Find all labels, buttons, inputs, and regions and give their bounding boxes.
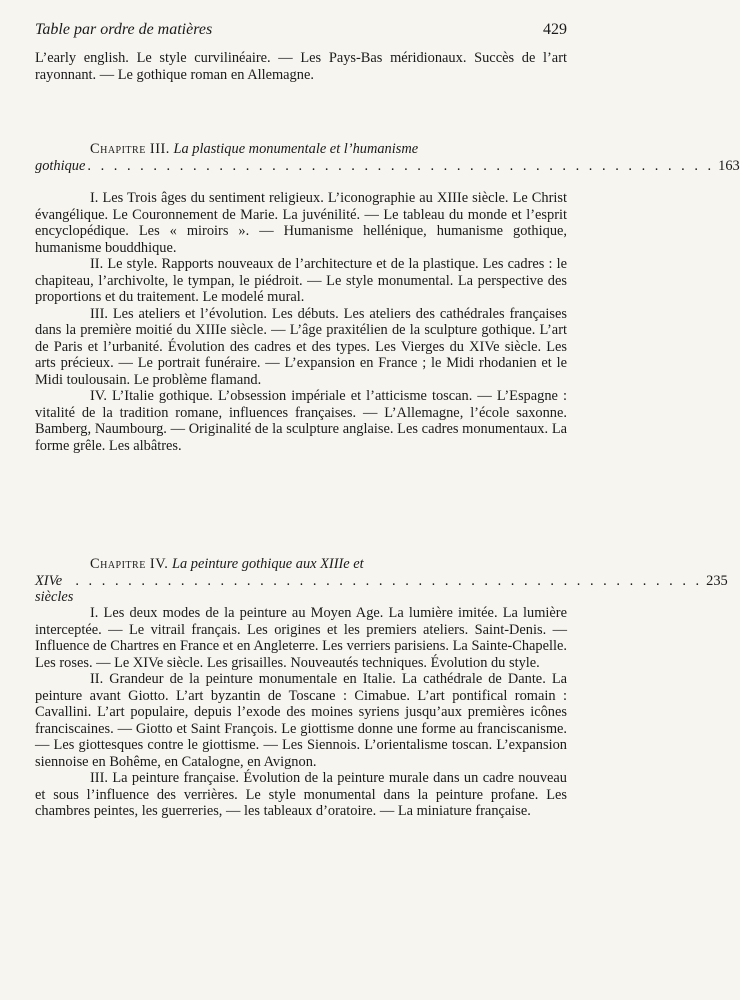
intro-text — [35, 50, 567, 83]
chapter-4-section-3: III. La peinture française. Évolution de la peinture murale dans un cadre nouveau et sous l’influence des verrières. Le style monumental dans la peinture profane. Les chambres peintes, les guerreries, — les tableaux d’oratoire. — La miniature française. — [35, 770, 567, 819]
dot-leader: . . . . . . . . . . . . . . . . . . . . . . . . . . . . . . . . . . . . . . . . . . . . . . . . — [87, 157, 715, 174]
chapter-3-heading — [35, 141, 740, 174]
chapter-3-section-4: IV. L’Italie gothique. L’obsession impériale et l’atticisme toscan. — L’Espagne : vitalité de la tradition romane, influences françaises. — L’Allemagne, l’école saxonne. Bamberg, Naumbourg. — Originalité de la sculpture anglaise. Les cadres monumentaux. La forme grêle. Les albâtres. — [35, 388, 567, 454]
chapter-4-page: 235 — [706, 572, 728, 589]
dot-leader: . . . . . . . . . . . . . . . . . . . . . . . . . . . . . . . . . . . . . . . . . . . . . . . . — [75, 572, 703, 589]
chapter-4-label: Chapitre IV. — [90, 556, 169, 572]
chapter-3-page: 163 — [718, 157, 740, 174]
chapter-3-body — [35, 190, 567, 454]
running-header — [35, 22, 567, 39]
chapter-3-title-line2: gothique — [35, 157, 86, 174]
intro-paragraph: L’early english. Le style curvilinéaire. — Les Pays-Bas méridionaux. Succès de l’art rayonnant. — Le gothique roman en Allemagne. — [35, 50, 567, 83]
chapter-3-label: Chapitre III. — [90, 141, 170, 157]
chapter-3-section-1: I. Les Trois âges du sentiment religieux. L’iconographie au XIIIe siècle. Le Christ évangélique. Le Couronnement de Marie. La juvénilité. — Le tableau du monde et l’esprit encyclopédique. Les « miroirs ». — Humanisme hellénique, humanisme gothique, humanisme bouddhique. — [35, 190, 567, 256]
page-number: 429 — [543, 21, 567, 38]
chapter-4-body — [35, 605, 567, 820]
chapter-4-section-1: I. Les deux modes de la peinture au Moyen Age. La lumière imitée. La lumière interceptée. — Le vitrail français. Les origines et les premiers ateliers. Saint-Denis. — Influence de Chartres en France et en Angleterre. Les verriers parisiens. La Sainte-Chapelle. Les roses. — Le XIVe siècle. Les grisailles. Nouveautés techniques. Évolution du style. — [35, 605, 567, 671]
running-title: Table par ordre de matières — [35, 21, 213, 38]
chapter-3-section-3: III. Les ateliers et l’évolution. Les débuts. Les ateliers des cathédrales françaises dans la première moitié du XIIIe siècle. — L’âge praxitélien de la sculpture gothique. L’art de Paris et l’urbanité. Évolution des cadres et des types. Les Vierges du XIVe siècle. Les arts précieux. — Le portrait funéraire. — L’expansion en France ; le Midi rhodanien et le Midi toulousain. Le problème flamand. — [35, 305, 567, 388]
chapter-3-section-2: II. Le style. Rapports nouveaux de l’architecture et de la plastique. Les cadres : le chapiteau, l’archivolte, le tympan, le piédroit. — Le style monumental. La perspective des proportions et du traitement. Le modelé mural. — [35, 256, 567, 305]
chapter-4-heading — [35, 556, 728, 606]
chapter-4-title-line1: La peinture gothique aux XIIIe et — [171, 556, 364, 572]
chapter-4-title-line2: XIVe siècles — [35, 572, 74, 605]
chapter-3-title-line1: La plastique monumentale et l’humanisme — [173, 141, 419, 157]
chapter-4-section-2: II. Grandeur de la peinture monumentale en Italie. La cathédrale de Dante. La peinture avant Giotto. L’art byzantin de Toscane : Cimabue. L’art pontifical romain : Cavallini. L’art populaire, depuis l’exode des moines syriens jusqu’aux premières icônes franciscaines. — Giotto et Saint François. Le giottisme donne une forme au franciscanisme. — Les giottesques contre le giottisme. — Les Siennois. L’orientalisme toscan. L’expansion siennoise en Bohême, en Catalogne, en Avignon. — [35, 671, 567, 770]
